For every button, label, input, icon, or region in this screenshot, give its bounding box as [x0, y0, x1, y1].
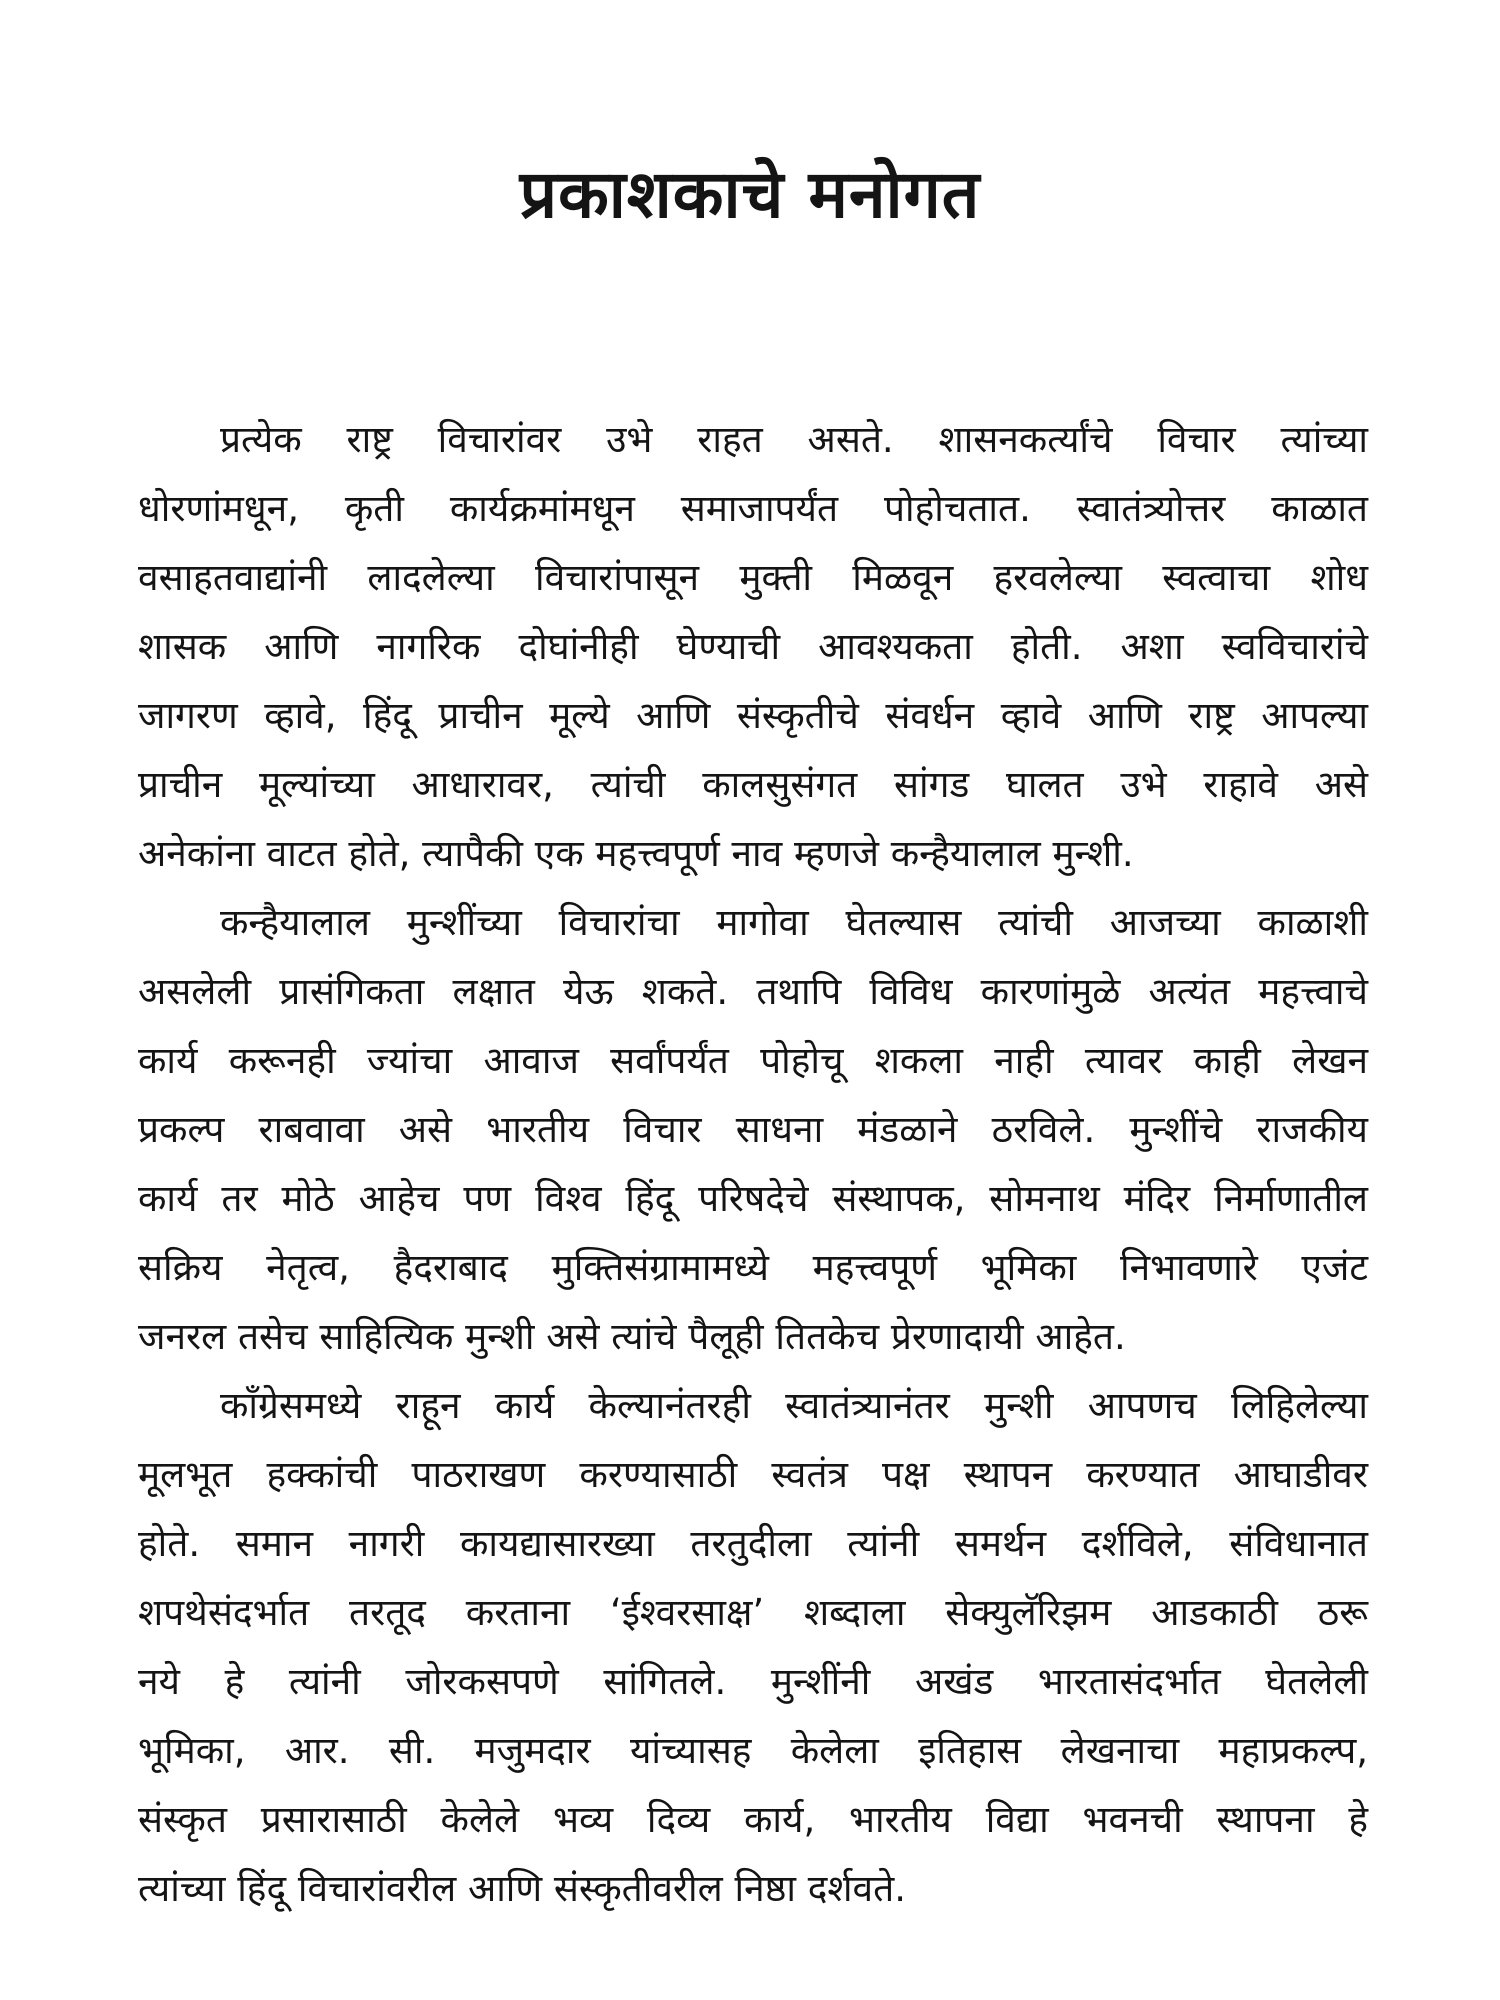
text-line: जागरण व्हावे, हिंदू प्राचीन मूल्ये आणि संस्कृतीचे संवर्धन व्हावे आणि राष्ट्र आपल्या	[138, 694, 1368, 737]
page-title: प्रकाशकाचे मनोगत	[519, 156, 981, 233]
paragraph-1	[138, 405, 1368, 888]
body-text	[138, 405, 1368, 1923]
text-line: सक्रिय नेतृत्व, हैदराबाद मुक्तिसंग्रामामध्ये महत्त्वपूर्ण भूमिका निभावणारे एजंट	[138, 1246, 1368, 1289]
text-line: शपथेसंदर्भात तरतूद करताना ‘ईश्वरसाक्ष’ शब्दाला सेक्युलॅरिझम आडकाठी ठरू	[138, 1591, 1368, 1634]
text-line: मूलभूत हक्कांची पाठराखण करण्यासाठी स्वतंत्र पक्ष स्थापन करण्यात आघाडीवर	[138, 1453, 1368, 1496]
text-line: कार्य तर मोठे आहेच पण विश्व हिंदू परिषदेचे संस्थापक, सोमनाथ मंदिर निर्माणातील	[138, 1177, 1368, 1220]
text-line: अनेकांना वाटत होते, त्यापैकी एक महत्त्वपूर्ण नाव म्हणजे कन्हैयालाल मुन्शी.	[138, 832, 1134, 875]
paragraph-3	[138, 1371, 1368, 1923]
paragraph-2	[138, 888, 1368, 1371]
text-line: होते. समान नागरी कायद्यासारख्या तरतुदीला त्यांनी समर्थन दर्शविले, संविधानात	[138, 1522, 1368, 1565]
text-line: नये हे त्यांनी जोरकसपणे सांगितले. मुन्शींनी अखंड भारतासंदर्भात घेतलेली	[138, 1660, 1368, 1703]
text-line: प्राचीन मूल्यांच्या आधारावर, त्यांची कालसुसंगत सांगड घालत उभे राहावे असे	[138, 763, 1368, 806]
text-line: प्रकल्प राबवावा असे भारतीय विचार साधना मंडळाने ठरविले. मुन्शींचे राजकीय	[138, 1108, 1368, 1151]
text-line: त्यांच्या हिंदू विचारांवरील आणि संस्कृतीवरील निष्ठा दर्शवते.	[138, 1867, 906, 1910]
text-line: कार्य करूनही ज्यांचा आवाज सर्वांपर्यंत पोहोचू शकला नाही त्यावर काही लेखन	[138, 1039, 1368, 1082]
text-line: संस्कृत प्रसारासाठी केलेले भव्य दिव्य कार्य, भारतीय विद्या भवनची स्थापना हे	[138, 1798, 1368, 1841]
text-line: प्रत्येक राष्ट्र विचारांवर उभे राहत असते. शासनकर्त्यांचे विचार त्यांच्या	[220, 418, 1368, 461]
text-line: शासक आणि नागरिक दोघांनीही घेण्याची आवश्यकता होती. अशा स्वविचारांचे	[138, 625, 1368, 668]
text-line: असलेली प्रासंगिकता लक्षात येऊ शकते. तथापि विविध कारणांमुळे अत्यंत महत्त्वाचे	[138, 970, 1368, 1013]
text-line: कन्हैयालाल मुन्शींच्या विचारांचा मागोवा घेतल्यास त्यांची आजच्या काळाशी	[220, 901, 1368, 944]
text-line: जनरल तसेच साहित्यिक मुन्शी असे त्यांचे पैलूही तितकेच प्रेरणादायी आहेत.	[138, 1315, 1126, 1358]
text-line: वसाहतवाद्यांनी लादलेल्या विचारांपासून मुक्ती मिळवून हरवलेल्या स्वत्वाचा शोध	[138, 556, 1368, 599]
text-line: काँग्रेसमध्ये राहून कार्य केल्यानंतरही स्वातंत्र्यानंतर मुन्शी आपणच लिहिलेल्या	[220, 1384, 1368, 1427]
text-line: धोरणांमधून, कृती कार्यक्रमांमधून समाजापर्यंत पोहोचतात. स्वातंत्र्योत्तर काळात	[138, 487, 1368, 530]
text-line: भूमिका, आर. सी. मजुमदार यांच्यासह केलेला इतिहास लेखनाचा महाप्रकल्प,	[138, 1729, 1368, 1772]
